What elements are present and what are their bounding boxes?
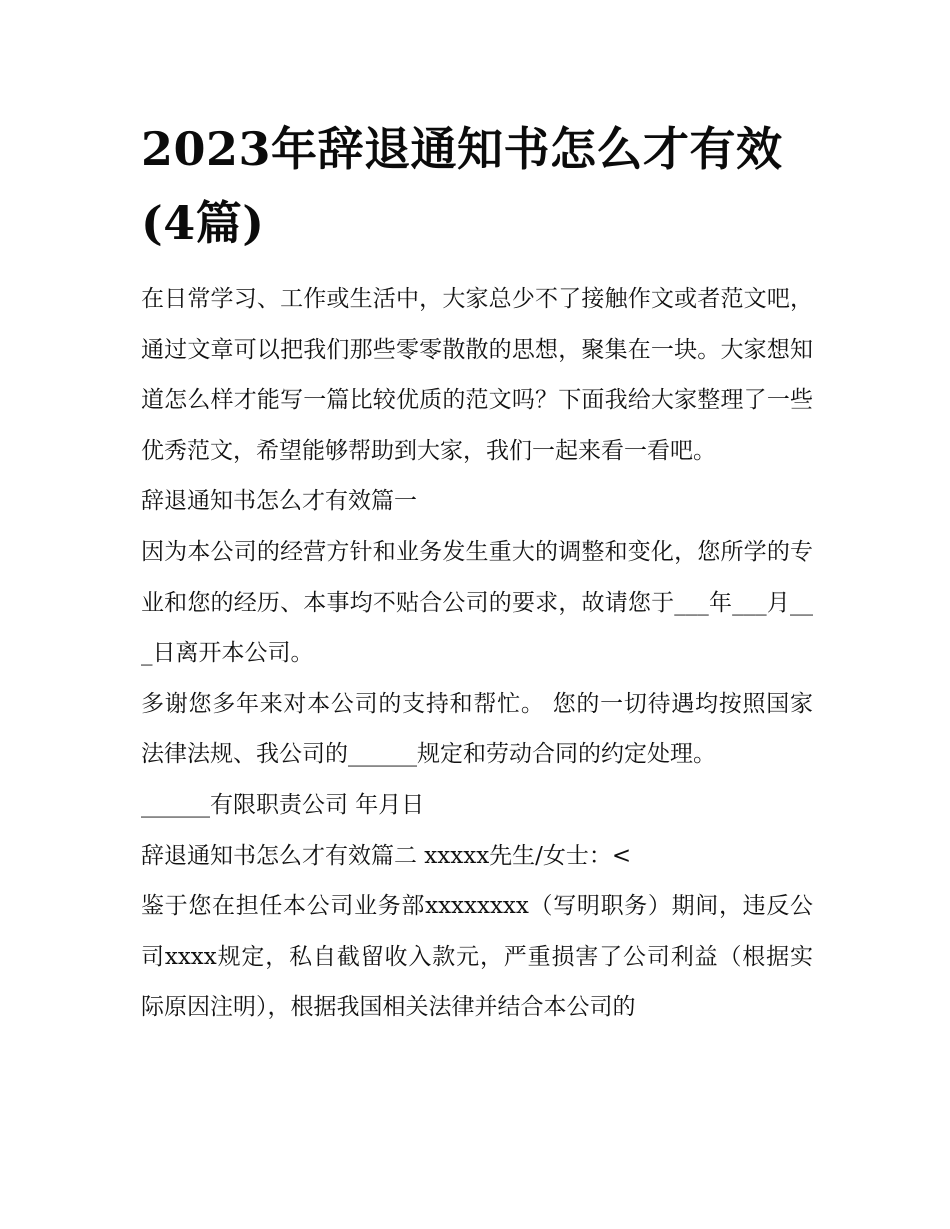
thanks-paragraph: 多谢您多年来对本公司的支持和帮忙。 您的一切待遇均按照国家法律法规、我公司的______规定和劳动合同的约定处理。 <box>141 690 813 768</box>
notice-paragraph: 因为本公司的经营方针和业务发生重大的调整和变化，您所学的专业和您的经历、本事均不贴合公司的要求，故请您于___年___月___日离开本公司。 <box>141 538 813 667</box>
signature-line: ______有限职责公司 年月日 <box>141 791 425 818</box>
document-body <box>141 274 813 1033</box>
intro-paragraph: 在日常学习、工作或生活中，大家总少不了接触作文或者范文吧，通过文章可以把我们那些零零散散的思想，聚集在一块。大家想知道怎么样才能写一篇比较优质的范文吗？下面我给大家整理了一些优秀范文，希望能够帮助到大家，我们一起来看一看吧。 <box>141 286 813 464</box>
section-heading-one: 辞退通知书怎么才有效篇一 <box>141 488 417 515</box>
document-title: 2023年辞退通知书怎么才有效(4篇) <box>141 122 783 250</box>
document-content <box>141 112 813 1033</box>
dismissal-paragraph: 鉴于您在担任本公司业务部xxxxxxxx（写明职务）期间，违反公司xxxx规定，私自截留收入款元，严重损害了公司利益（根据实际原因注明），根据我国相关法律并结合本公司的 <box>141 893 813 1021</box>
section-heading-two: 辞退通知书怎么才有效篇二 xxxxx先生/女士：< <box>141 842 632 869</box>
